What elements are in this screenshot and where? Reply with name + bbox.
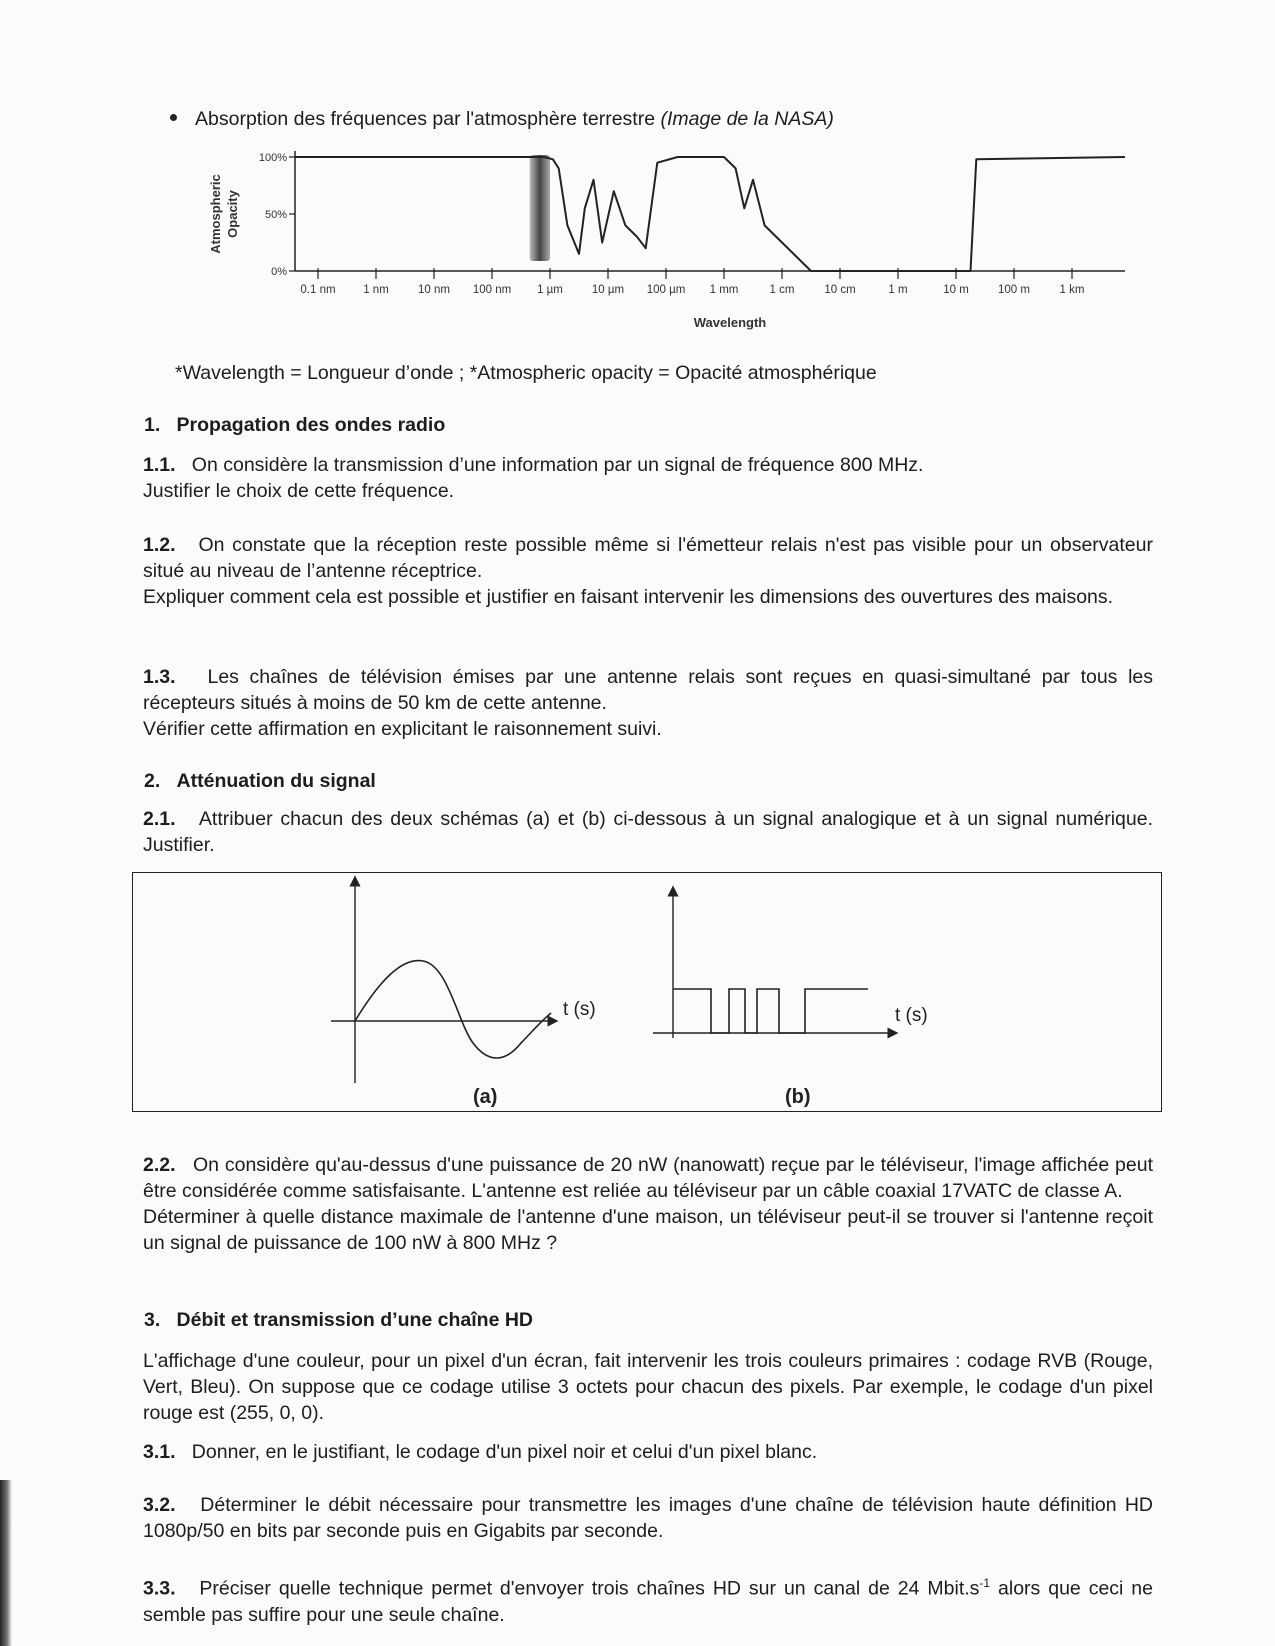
section-3-intro: L'affichage d'une couleur, pour un pixel d'un écran, fait intervenir les trois couleurs primaires : codage RVB (Rouge, Vert, Bleu). On suppose que ce codage utilise 3 octets pour chacun des pixels. Par exemple, le codage d'un pixel rouge est (255, 0, 0). (143, 1350, 1153, 1424)
chart-y-label-line2: Opacity (225, 190, 240, 238)
question-2-2 (143, 1152, 1153, 1256)
question-1-3-number: 1.3. (143, 666, 176, 688)
question-1-2 (143, 532, 1153, 610)
fig-b-square-wave (673, 989, 868, 1033)
question-3-2 (143, 1492, 1153, 1544)
question-2-2-para2: Déterminer à quelle distance maximale de l'antenne d'une maison, un téléviseur peut-il se trouver si l'antenne reçoit un signal de puissance de 100 nW à 800 MHz ? (143, 1206, 1153, 1254)
fig-b-axis-label: t (s) (895, 1005, 928, 1026)
question-1-2-para2: Expliquer comment cela est possible et justifier en faisant intervenir les dimensions des ouvertures des maisons. (143, 586, 1114, 608)
question-1-2-para1: On constate que la réception reste possible même si l'émetteur relais n'est pas visible pour un observateur situé au niveau de l’antenne réceptrice. (143, 534, 1153, 582)
question-3-1 (143, 1439, 1153, 1465)
chart-x-tick-label: 1 µm (537, 284, 563, 296)
question-3-3-text-pre: Préciser quelle technique permet d'envoyer trois chaînes HD sur un canal de 24 Mbit.s (199, 1577, 980, 1600)
section-2-number: 2. (144, 770, 161, 792)
section-3-title: Débit et transmission d’une chaîne HD (176, 1309, 534, 1331)
chart-x-tick-label: 1 nm (363, 284, 389, 296)
question-2-2-para1: On considère qu'au-dessus d'une puissance de 20 nW (nanowatt) reçue par le téléviseur, l'image affichée peut être considérée comme satisfaisante. L'antenne est reliée au téléviseur par un câble coaxial 17VATC de classe A. (143, 1154, 1153, 1202)
question-3-3-number: 3.3. (143, 1577, 176, 1600)
section-3-number: 3. (144, 1309, 161, 1331)
chart-x-tick-label: 10 nm (418, 284, 450, 296)
chart-x-tick-label: 0.1 nm (300, 284, 336, 296)
fig-a-axis-label: t (s) (563, 999, 596, 1020)
question-3-1-number: 3.1. (143, 1441, 176, 1463)
atmospheric-opacity-chart (200, 145, 1190, 350)
question-2-1 (143, 806, 1153, 858)
chart-x-label: Wavelength (693, 315, 767, 330)
question-3-3-text-post: alors que ceci ne semble pas suffire pour une seule chaîne. (143, 1577, 1153, 1626)
question-3-2-number: 3.2. (143, 1494, 176, 1516)
section-1-title: Propagation des ondes radio (176, 414, 446, 436)
chart-legend-note: *Wavelength = Longueur d’onde ; *Atmospheric opacity = Opacité atmosphérique (175, 362, 877, 384)
section-1-number: 1. (144, 414, 161, 436)
question-1-3 (143, 664, 1153, 742)
fig-b-caption: (b) (785, 1086, 811, 1108)
question-2-1-text: Attribuer chacun des deux schémas (a) et (b) ci-dessous à un signal analogique et à un signal numérique. Justifier. (143, 808, 1153, 856)
chart-y-tick-label: 50% (264, 209, 287, 221)
signals-figure (133, 873, 1163, 1113)
fig-a-sine-wave (355, 961, 551, 1058)
chart-y-label-line1: Atmospheric (208, 174, 223, 254)
question-2-1-number: 2.1. (143, 808, 176, 830)
chart-x-tick-label: 10 µm (591, 284, 625, 296)
section-2-heading (144, 770, 376, 793)
question-1-1-line2: Justifier le choix de cette fréquence. (143, 480, 455, 502)
section-1-heading (144, 414, 445, 437)
chart-x-tick-label: 10 cm (824, 284, 856, 296)
signals-figure-box (132, 872, 1162, 1112)
question-1-2-number: 1.2. (143, 534, 176, 556)
question-3-1-text: Donner, en le justifiant, le codage d'un pixel noir et celui d'un pixel blanc. (191, 1441, 818, 1463)
chart-x-tick-label: 10 m (943, 284, 969, 296)
bullet-source: (Image de la NASA) (660, 108, 834, 130)
bullet-text: Absorption des fréquences par l'atmosphère terrestre (195, 108, 661, 130)
section-3-heading (144, 1309, 533, 1332)
question-1-1-number: 1.1. (143, 454, 176, 476)
chart-x-tick-label: 100 µm (646, 284, 686, 296)
question-1-1-line1: On considère la transmission d’une information par un signal de fréquence 800 MHz. (191, 454, 924, 476)
chart-absorption-band (530, 155, 550, 261)
chart-x-tick-label: 100 m (998, 284, 1030, 296)
bullet-dot-icon (170, 114, 177, 121)
scan-edge-shadow (0, 1480, 12, 1646)
chart-x-tick-label: 1 cm (769, 284, 795, 296)
question-3-2-text: Déterminer le débit nécessaire pour transmettre les images d'une chaîne de télévision haute définition HD 1080p/50 en bits par seconde puis en Gigabits par seconde. (143, 1494, 1154, 1542)
question-3-3-superscript: -1 (979, 1576, 991, 1590)
chart-y-tick-label: 0% (271, 266, 287, 278)
chart-series-opacity-line (295, 157, 1125, 271)
chart-x-tick-label: 1 m (888, 284, 908, 296)
question-3-3 (143, 1570, 1153, 1628)
chart-x-tick-label: 1 km (1059, 284, 1085, 296)
bullet-line (170, 108, 834, 131)
question-2-2-number: 2.2. (143, 1154, 176, 1176)
question-1-3-para2: Vérifier cette affirmation en explicitant le raisonnement suivi. (143, 718, 662, 740)
question-1-3-para1: Les chaînes de télévision émises par une antenne relais sont reçues en quasi-simultané par tous les récepteurs situés à moins de 50 km de cette antenne. (143, 666, 1153, 714)
chart-x-tick-label: 100 nm (472, 284, 512, 296)
question-1-1 (143, 452, 1153, 504)
section-2-title: Atténuation du signal (176, 770, 376, 792)
chart-x-tick-label: 1 mm (709, 284, 739, 296)
fig-a-caption: (a) (473, 1086, 498, 1108)
chart-y-tick-label: 100% (258, 152, 287, 164)
